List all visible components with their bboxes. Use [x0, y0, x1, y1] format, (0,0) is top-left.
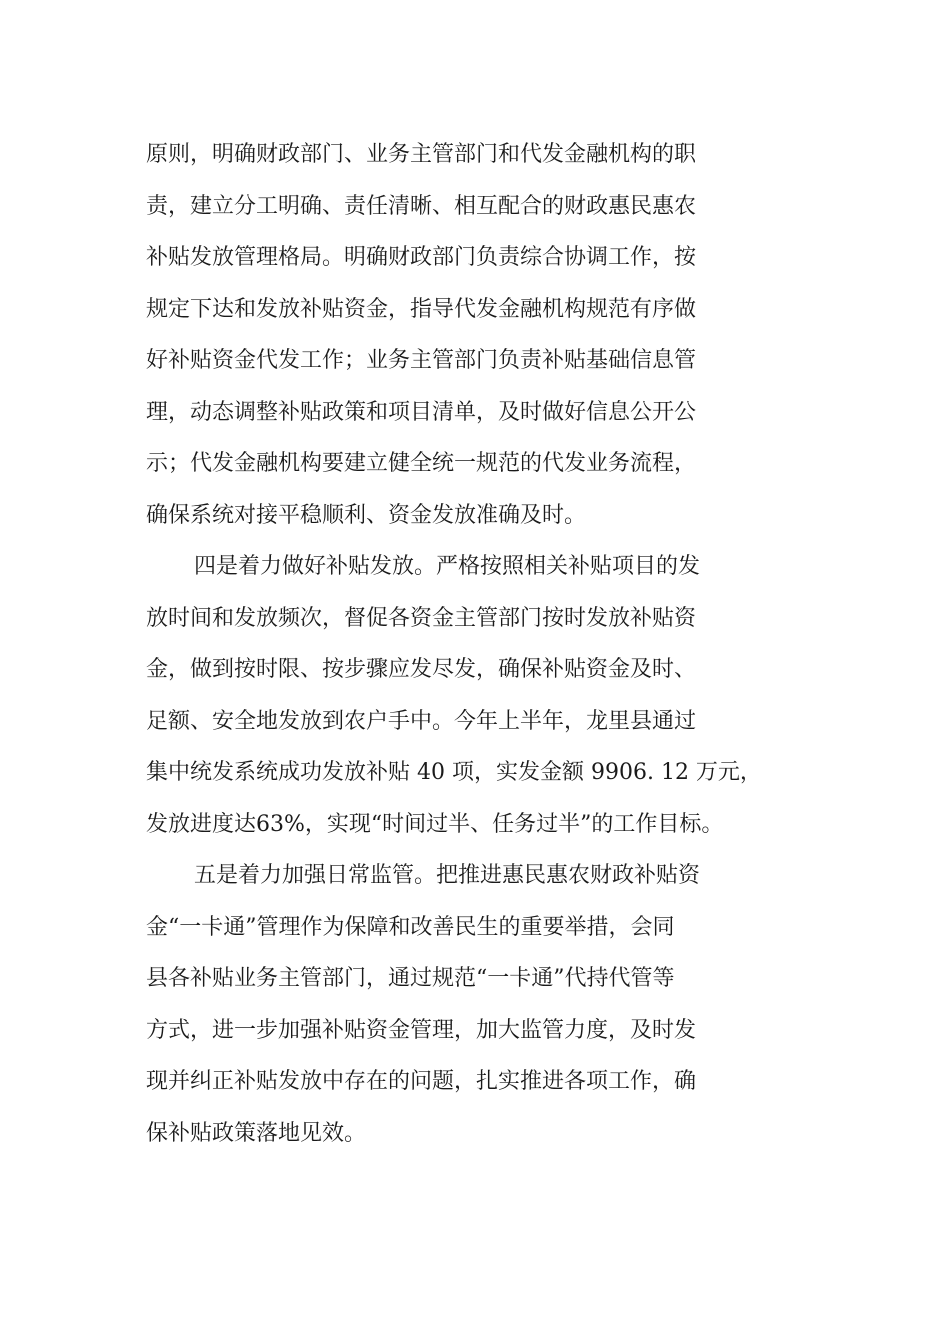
document-body [146, 129, 806, 1159]
text-line: 五是着力加强日常监管。把推进惠民惠农财政补贴资 [194, 863, 701, 888]
text-line: 四是着力做好补贴发放。严格按照相关补贴项目的发 [194, 554, 701, 579]
text-line: 原则，明确财政部门、业务主管部门和代发金融机构的职 [146, 142, 697, 167]
text-line: 保补贴政策落地见效。 [146, 1120, 367, 1146]
text-line: 好补贴资金代发工作；业务主管部门负责补贴基础信息管 [146, 348, 697, 373]
text-line: 责，建立分工明确、责任清晰、相互配合的财政惠民惠农 [146, 193, 697, 219]
paragraph-3 [146, 850, 806, 1159]
text-line: 发放进度达63%，实现“时间过半、任务过半”的工作目标。 [146, 811, 724, 837]
text-line: 足额、安全地发放到农户手中。今年上半年，龙里县通过 [146, 708, 697, 734]
text-line: 规定下达和发放补贴资金，指导代发金融机构规范有序做 [146, 296, 697, 322]
text-line: 补贴发放管理格局。明确财政部门负责综合协调工作，按 [146, 245, 697, 270]
paragraph-2 [146, 541, 806, 850]
text-line: 现并纠正补贴发放中存在的问题，扎实推进各项工作，确 [146, 1069, 697, 1094]
text-line: 放时间和发放频次，督促各资金主管部门按时发放补贴资 [146, 605, 697, 631]
text-line: 方式，进一步加强补贴资金管理，加大监管力度，及时发 [146, 1017, 697, 1043]
text-line: 确保系统对接平稳顺利、资金发放准确及时。 [146, 502, 587, 528]
text-line: 示；代发金融机构要建立健全统一规范的代发业务流程， [146, 451, 697, 476]
text-line: 县各补贴业务主管部门，通过规范“一卡通”代持代管等 [146, 966, 675, 991]
paragraph-1 [146, 129, 806, 541]
text-line: 金，做到按时限、按步骤应发尽发，确保补贴资金及时、 [146, 657, 697, 682]
text-line: 理，动态调整补贴政策和项目清单，及时做好信息公开公 [146, 399, 697, 425]
text-line: 金“一卡通”管理作为保障和改善民生的重要举措，会同 [146, 914, 675, 940]
text-line: 集中统发系统成功发放补贴 40 项，实发金额 9906. 12 万元， [146, 760, 762, 785]
